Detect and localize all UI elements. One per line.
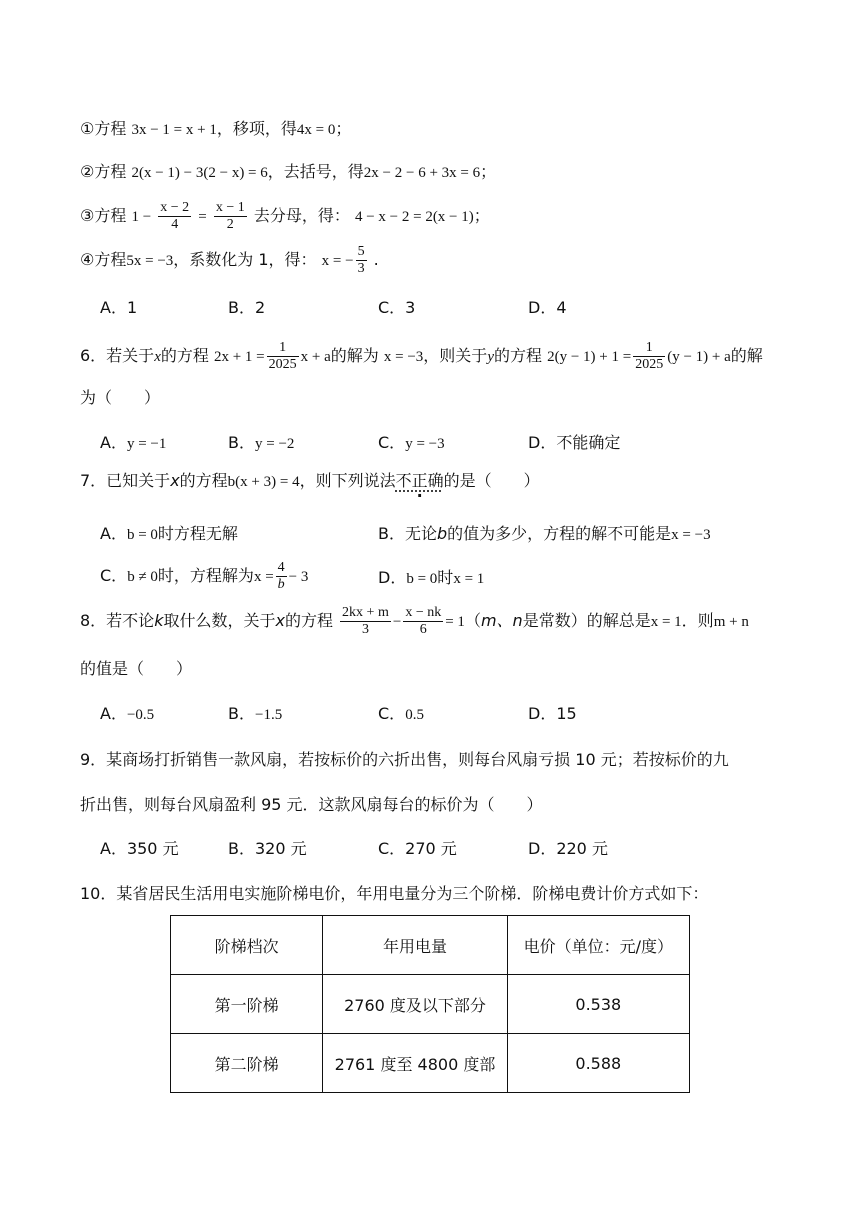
numerator: 1: [267, 340, 299, 357]
table-cell: 0.538: [507, 975, 689, 1034]
option-math: 0.5: [405, 707, 424, 723]
step-marker: ②: [80, 162, 95, 181]
table-cell: 2760 度及以下部分: [323, 975, 507, 1034]
denominator: 3: [357, 261, 365, 276]
table-cell: 第二阶梯: [171, 1034, 323, 1093]
table-header-row: [171, 916, 690, 975]
step-text: 方程: [94, 250, 127, 269]
q9-option-d[interactable]: D．220 元: [528, 839, 608, 858]
q6-text: 的解为: [330, 346, 379, 365]
tariff-table: [170, 915, 690, 1093]
table-row: [171, 1034, 690, 1093]
numerator: x − 1: [215, 200, 245, 215]
option-math: b ≠ 0: [127, 569, 158, 585]
q8-text: 的方程: [284, 611, 333, 630]
q8-text: （: [464, 611, 481, 630]
option-math: − 3: [288, 569, 309, 585]
option-text: 时方程无解: [157, 524, 238, 543]
option-label: B．无论: [378, 524, 437, 543]
numerator: x − nk: [405, 605, 442, 620]
q7-text: ，则下列说法: [299, 471, 396, 490]
step-4: [80, 244, 379, 277]
fraction: [403, 605, 443, 638]
step-3: [80, 200, 490, 233]
step-text: 去分母，得：: [253, 206, 350, 225]
table-cell: 2761 度至 4800 度部: [323, 1034, 507, 1093]
option-math: −0.5: [126, 707, 155, 723]
denominator: b: [277, 577, 285, 592]
q8-text: 是常数）的解总是: [522, 611, 651, 630]
q8-option-b[interactable]: [228, 703, 282, 726]
numerator: 4: [277, 560, 285, 575]
denominator: 4: [171, 217, 179, 232]
option-label: A．: [100, 704, 127, 723]
equation: (y − 1) + a: [667, 349, 731, 365]
step-marker: ①: [80, 119, 95, 138]
option-math: y = −3: [405, 436, 445, 452]
fraction: [158, 200, 191, 233]
q8-text: ．则: [681, 611, 714, 630]
denominator: 6: [419, 622, 427, 637]
variable: k: [154, 611, 164, 630]
numerator: x − 2: [160, 200, 190, 215]
q6-stem: [80, 340, 763, 373]
option-label: D．不能确定: [528, 433, 621, 452]
equation-result: 4 − x − 2 = 2(x − 1): [354, 209, 474, 225]
q9-stem-line2: 折出售，则每台风扇盈利 95 元．这款风扇每台的标价为（ ）: [80, 795, 543, 814]
option-math: b = 0: [406, 571, 438, 587]
option-label: B．: [228, 433, 255, 452]
q8-stem-line2: 的值是（ ）: [80, 659, 193, 678]
q8-text: 8．若不论: [80, 611, 155, 630]
option-math: b = 0: [126, 527, 158, 543]
numerator: 2kx + m: [342, 605, 389, 620]
table-header-cell: 阶梯档次: [171, 916, 323, 975]
q5-option-b[interactable]: B．2: [228, 298, 266, 317]
option-math: x =: [253, 569, 274, 585]
step-text: ，系数化为 1，得：: [173, 250, 317, 269]
option-math: y = −1: [126, 436, 167, 452]
q7-option-a[interactable]: [100, 523, 238, 546]
variable: x: [170, 471, 180, 490]
step-text: 方程: [94, 162, 127, 181]
q7-option-b[interactable]: [378, 523, 711, 546]
table-cell: 0.588: [507, 1034, 689, 1093]
q6-text: 的解: [730, 346, 763, 365]
table-cell: 第一阶梯: [171, 975, 323, 1034]
variable: b: [436, 524, 448, 543]
option-math: x = 1: [453, 571, 485, 587]
fraction: [276, 560, 287, 593]
equation-result: 4x = 0: [296, 122, 336, 138]
q6-text: 的方程: [493, 346, 542, 365]
step-text: ，去括号，得: [267, 162, 364, 181]
equation: 5x = −3: [126, 253, 174, 269]
step-marker: ④: [80, 250, 95, 269]
step-text: 方程: [94, 119, 127, 138]
option-text: 时: [437, 568, 454, 587]
variable: x: [275, 611, 285, 630]
table-header-cell: 电价（单位：元/度）: [507, 916, 689, 975]
q6-option-a[interactable]: [100, 432, 166, 455]
operator: −: [392, 614, 402, 630]
punct: .: [373, 250, 379, 269]
denominator: 3: [361, 622, 369, 637]
option-math: x = −3: [671, 527, 711, 543]
option-text: 的值为多少，方程的解不可能是: [447, 524, 672, 543]
option-label: D．: [378, 568, 407, 587]
q6-option-d[interactable]: [528, 432, 620, 454]
solution: x = −3: [383, 349, 424, 365]
fraction: [340, 605, 391, 638]
equation: 2(y − 1) + 1 =: [547, 349, 632, 365]
q8-option-d[interactable]: [528, 703, 577, 725]
q7-option-d[interactable]: [378, 567, 484, 590]
equation: b(x + 3) = 4: [227, 474, 300, 490]
denominator: 2025: [635, 357, 664, 372]
numerator: 1: [633, 340, 665, 357]
option-math: −1.5: [254, 707, 283, 723]
q5-option-a[interactable]: A．1: [100, 298, 138, 317]
equation: 3x − 1 = x + 1: [131, 122, 217, 138]
step-marker: ③: [80, 206, 95, 225]
option-label: B．: [228, 704, 255, 723]
option-label: A．: [100, 524, 127, 543]
q6-text: ，则关于: [423, 346, 488, 365]
step-2: [80, 161, 496, 184]
q7-option-c[interactable]: [100, 560, 308, 593]
q9-option-a[interactable]: A．350 元: [100, 839, 179, 858]
variable: x: [154, 349, 161, 365]
fraction: [267, 340, 299, 373]
equals: =: [198, 209, 207, 225]
equation: m + n: [713, 614, 749, 630]
denominator: 2025: [268, 357, 297, 372]
option-label: C．: [378, 433, 406, 452]
q10-stem: 10．某省居民生活用电实施阶梯电价，年用电量分为三个阶梯．阶梯电费计价方式如下：: [80, 884, 709, 903]
punct: ；: [335, 119, 352, 138]
q7-text: 7．已知关于: [80, 471, 171, 490]
table-row: [171, 975, 690, 1034]
option-label: D．15: [528, 704, 577, 723]
punct: ；: [473, 206, 490, 225]
equation-result: 2x − 2 − 6 + 3x = 6: [363, 165, 481, 181]
q9-stem: 9．某商场打折销售一款风扇，若按标价的六折出售，则每台风扇亏损 10 元；若按标价的九: [80, 750, 729, 769]
q8-text: 取什么数，关于: [163, 611, 276, 630]
q6-text: 的方程: [160, 346, 209, 365]
q6-text: 6．若关于: [80, 346, 155, 365]
numerator: 5: [357, 244, 365, 259]
equation: = 1: [445, 614, 465, 630]
q8-stem: [80, 605, 749, 638]
variable: y: [487, 349, 494, 365]
q6-stem-line2: 为（ ）: [80, 388, 161, 407]
option-label: A．: [100, 433, 127, 452]
q7-text: 的是（ ）: [443, 471, 540, 490]
step-1: [80, 118, 351, 141]
q9-option-c[interactable]: C．270 元: [378, 839, 457, 858]
step-text: 方程: [94, 206, 127, 225]
solution: x = 1: [650, 614, 682, 630]
q6-option-c[interactable]: [378, 432, 445, 455]
q9-option-b[interactable]: B．320 元: [228, 839, 307, 858]
q8-option-a[interactable]: [100, 703, 154, 726]
q5-option-c[interactable]: C．3: [378, 298, 416, 317]
fraction: [214, 200, 247, 233]
table-header-cell: 年用电量: [323, 916, 507, 975]
option-math: y = −2: [254, 436, 295, 452]
equation: x + a: [300, 349, 331, 365]
option-label: C．: [100, 566, 128, 585]
fraction: [356, 244, 367, 277]
punct: ；: [480, 162, 497, 181]
equation: 1 −: [131, 209, 152, 225]
q7-stem: [80, 470, 540, 493]
option-text: 时，方程解为: [157, 566, 254, 585]
q6-option-b[interactable]: [228, 432, 294, 455]
q8-option-c[interactable]: [378, 703, 424, 726]
equation: 2(x − 1) − 3(2 − x) = 6: [131, 165, 268, 181]
emphasis-text: 不正确: [395, 471, 444, 490]
variable: m、n: [480, 611, 523, 630]
option-label: C．: [378, 704, 406, 723]
step-text: ，移项，得: [216, 119, 297, 138]
fraction: [633, 340, 665, 373]
denominator: 2: [226, 217, 234, 232]
q7-text: 的方程: [179, 471, 228, 490]
equation: 2x + 1 =: [213, 349, 265, 365]
equation-result: x = −: [321, 253, 354, 269]
q5-option-d[interactable]: D．4: [528, 298, 567, 317]
